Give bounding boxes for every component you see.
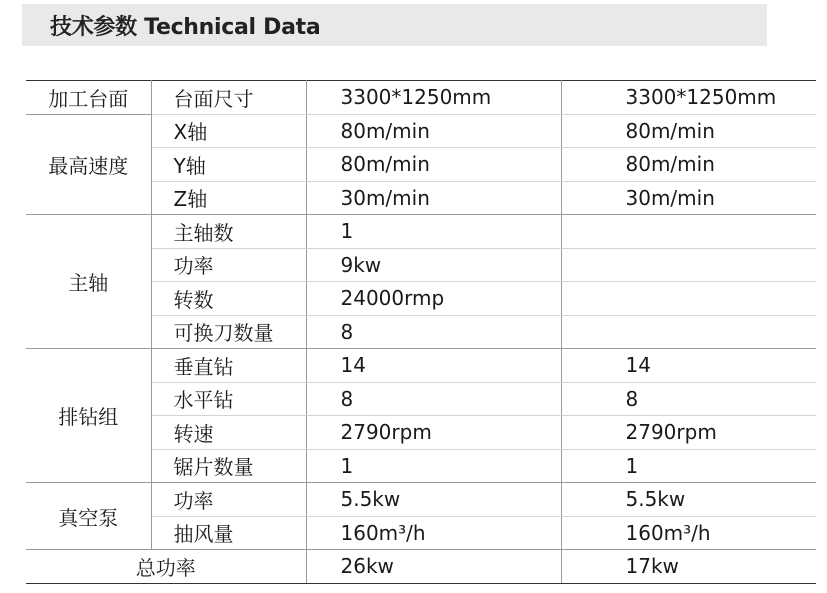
table-row [26,349,816,383]
value-cell-1: 160m³/h [306,516,561,550]
value-cell-2: 160m³/h [561,516,816,550]
value-cell-1: 30m/min [306,181,561,215]
item-cell: X轴 [151,114,306,148]
value-cell-1: 2790rpm [306,416,561,450]
group-cell: 最高速度 [26,114,151,215]
item-cell: 转速 [151,416,306,450]
item-cell: 可换刀数量 [151,315,306,349]
item-cell: 抽风量 [151,516,306,550]
value-cell-2: 14 [561,349,816,383]
table-row [26,215,816,249]
group-cell: 真空泵 [26,483,151,550]
value-cell-2: 80m/min [561,148,816,182]
value-cell-1: 26kw [306,550,561,584]
table-row-total [26,550,816,584]
value-cell-2: 8 [561,382,816,416]
value-cell-2: 5.5kw [561,483,816,517]
value-cell-2 [561,215,816,249]
value-cell-1: 8 [306,315,561,349]
item-cell: 主轴数 [151,215,306,249]
value-cell-2: 2790rpm [561,416,816,450]
item-cell: 垂直钻 [151,349,306,383]
value-cell-1: 1 [306,215,561,249]
table-row [26,483,816,517]
value-cell-1: 1 [306,449,561,483]
value-cell-2: 17kw [561,550,816,584]
value-cell-1: 8 [306,382,561,416]
value-cell-2: 1 [561,449,816,483]
item-cell: Y轴 [151,148,306,182]
item-cell: 台面尺寸 [151,81,306,115]
technical-data-table [26,80,816,584]
value-cell-1: 14 [306,349,561,383]
page-title: 技术参数 Technical Data [50,14,321,40]
value-cell-1: 80m/min [306,114,561,148]
item-cell: 功率 [151,483,306,517]
value-cell-2 [561,315,816,349]
item-cell: 锯片数量 [151,449,306,483]
group-cell: 加工台面 [26,81,151,115]
table-row [26,114,816,148]
item-cell: 转数 [151,282,306,316]
item-cell: 水平钻 [151,382,306,416]
value-cell-1: 3300*1250mm [306,81,561,115]
value-cell-2 [561,282,816,316]
total-power-label: 总功率 [26,550,306,584]
group-cell: 主轴 [26,215,151,349]
value-cell-1: 9kw [306,248,561,282]
value-cell-2: 80m/min [561,114,816,148]
group-cell: 排钻组 [26,349,151,483]
value-cell-2: 3300*1250mm [561,81,816,115]
table-row [26,81,816,115]
item-cell: Z轴 [151,181,306,215]
title-bar [22,4,767,46]
value-cell-1: 24000rmp [306,282,561,316]
value-cell-2 [561,248,816,282]
value-cell-1: 5.5kw [306,483,561,517]
value-cell-2: 30m/min [561,181,816,215]
item-cell: 功率 [151,248,306,282]
value-cell-1: 80m/min [306,148,561,182]
